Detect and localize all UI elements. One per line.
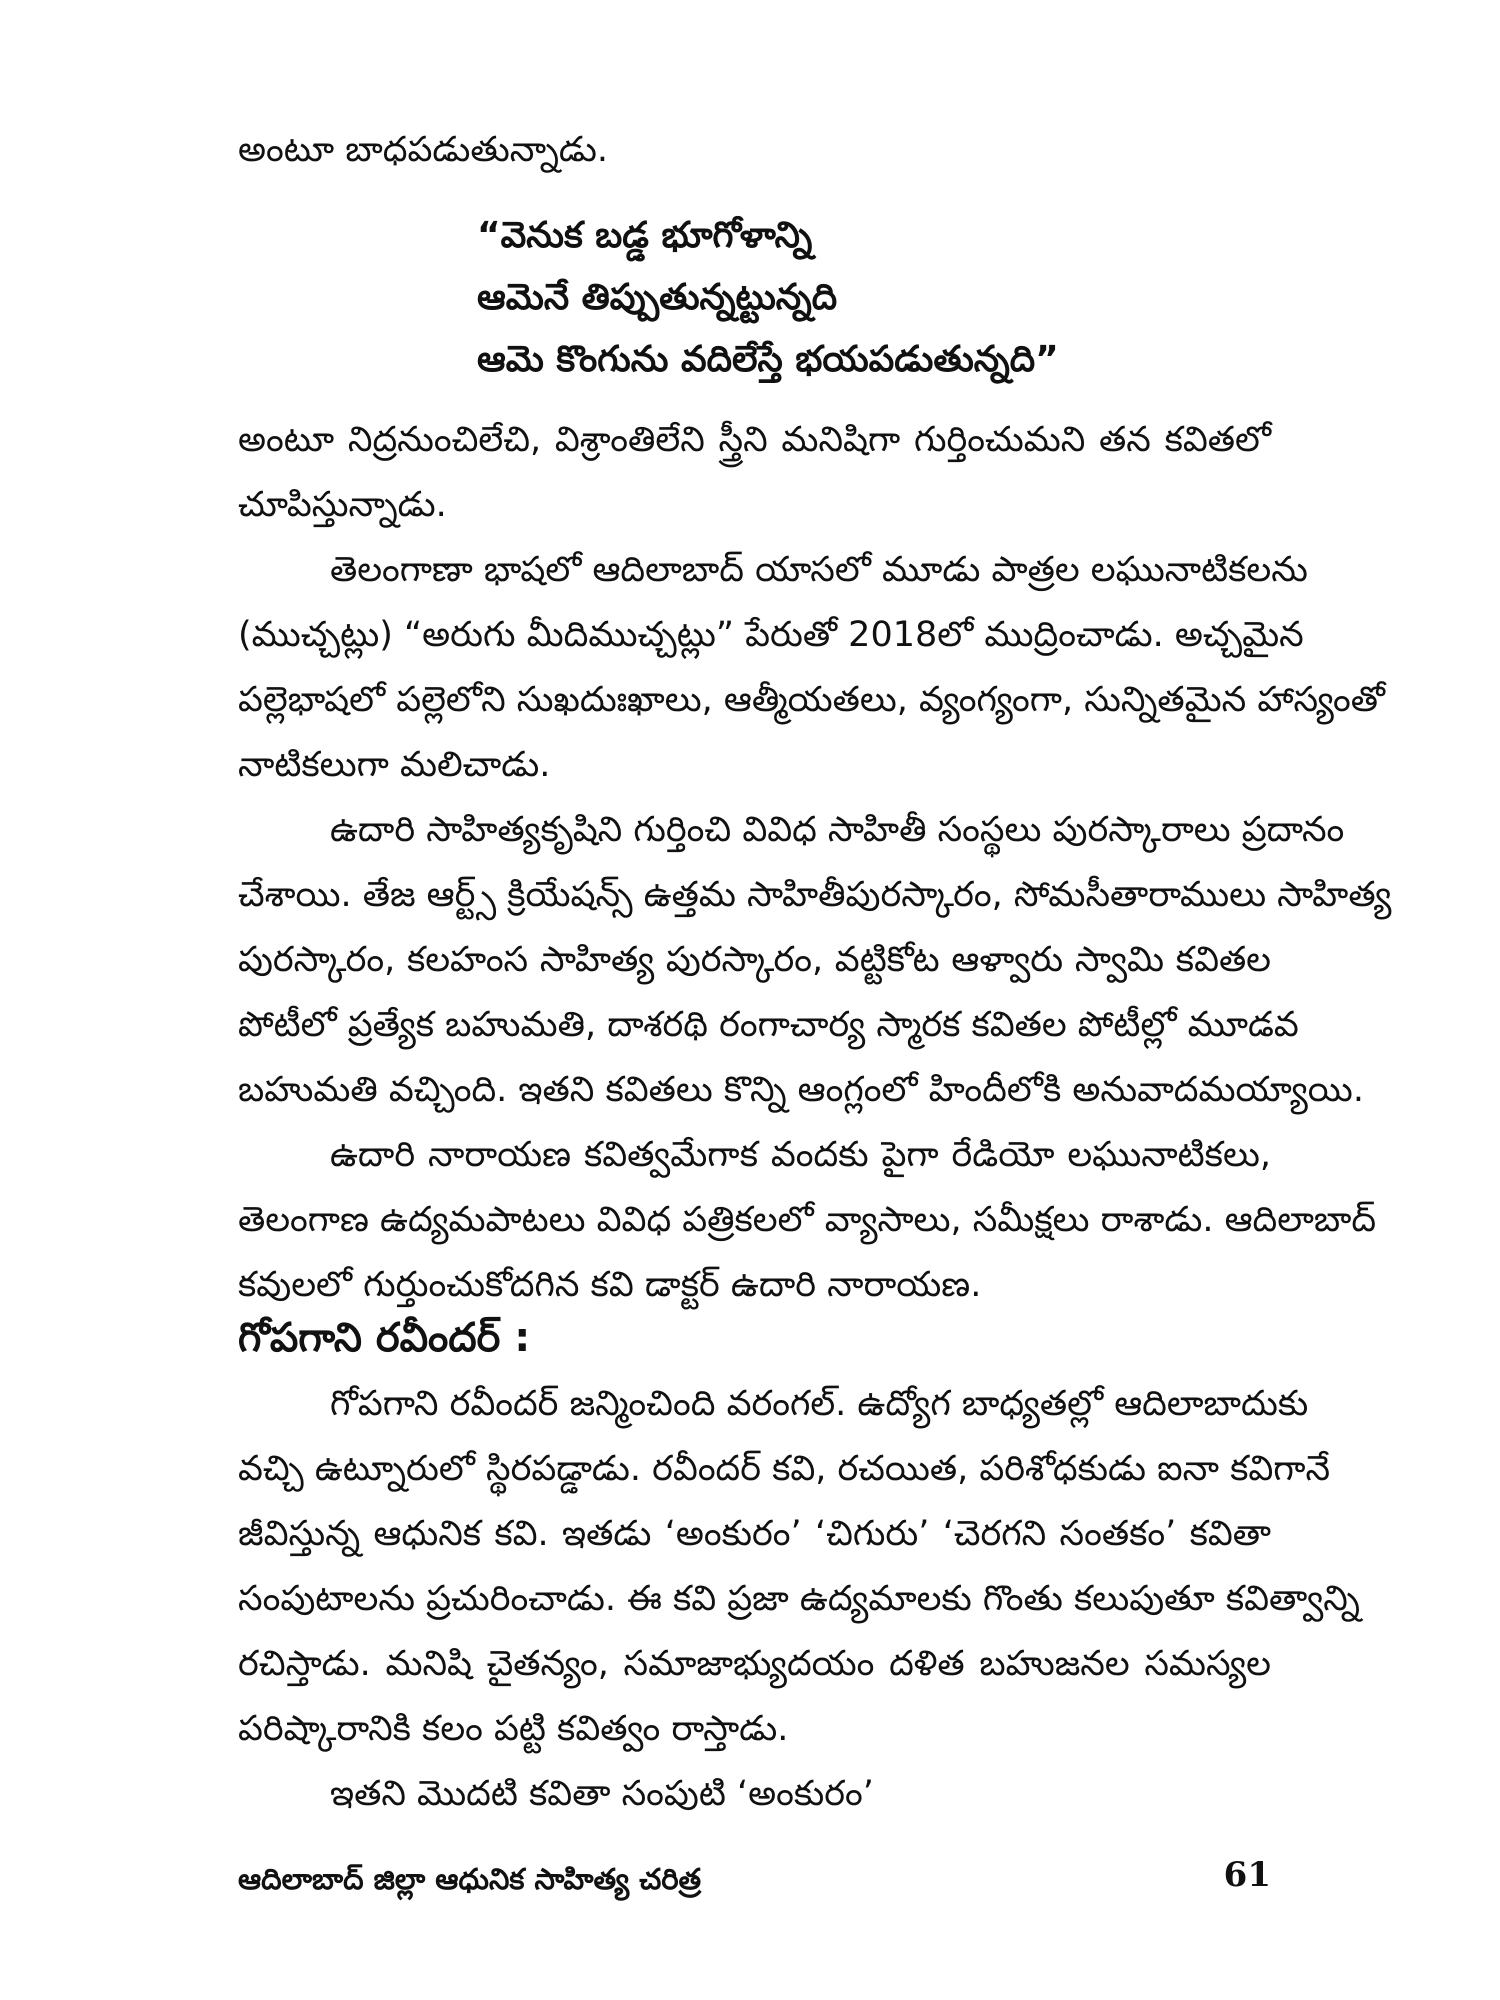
section-heading: గోపగాని రవీందర్ : [238, 1315, 531, 1361]
paragraph-line: అంటూ నిద్రనుంచిలేచి, విశ్రాంతిలేని స్త్రీని మనిషిగా గుర్తించుమని తన కవితలో [238, 420, 1271, 460]
paragraph-line: పోటీలో ప్రత్యేక బహుమతి, దాశరథి రంగాచార్య స్మారక కవితల పోటీల్లో మూడవ [238, 1005, 1299, 1045]
paragraph-line: చూపిస్తున్నాడు. [238, 485, 447, 525]
paragraph-line: పురస్కారం, కలహంస సాహిత్య పురస్కారం, వట్టికోట ఆళ్వారు స్వామి కవితల [238, 940, 1271, 980]
paragraph-line: బహుమతి వచ్చింది. ఇతని కవితలు కొన్ని ఆంగ్లంలో హిందీలోకి అనువాదమయ్యాయి. [238, 1070, 1364, 1110]
paragraph-line: తెలంగాణా భాషలో ఆదిలాబాద్ యాసలో మూడు పాత్రల లఘునాటికలను [330, 550, 1308, 590]
paragraph-line: నాటికలుగా మలిచాడు. [238, 745, 551, 785]
paragraph-line: ఇతని మొదటి కవితా సంపుటి ‘అంకురం’ [330, 1774, 874, 1814]
paragraph-line: వచ్చి ఉట్నూరులో స్థిరపడ్డాడు. రవీందర్ కవి, రచయిత, పరిశోధకుడు ఐనా కవిగానే [238, 1449, 1331, 1489]
paragraph-line: ఉదారి సాహిత్యకృషిని గుర్తించి వివిధ సాహితీ సంస్థలు పురస్కారాలు ప్రదానం [330, 810, 1345, 850]
poem-line: ఆమె కొంగును వదిలేస్తే భయపడుతున్నది” [477, 339, 1059, 380]
paragraph-line: గోపగాని రవీందర్ జన్మించింది వరంగల్. ఉద్యోగ బాధ్యతల్లో ఆదిలాబాదుకు [330, 1384, 1309, 1424]
paragraph-line: పరిష్కారానికి కలం పట్టి కవిత్వం రాస్తాడు. [238, 1709, 789, 1749]
paragraph-line: కవులలో గుర్తుంచుకోదగిన కవి డాక్టర్ ఉదారి నారాయణ. [238, 1265, 982, 1305]
paragraph-line: పల్లెభాషలో పల్లెలోని సుఖదుఃఖాలు, ఆత్మీయతలు, వ్యంగ్యంగా, సున్నితమైన హాస్యంతో [238, 680, 1385, 720]
paragraph-line: (ముచ్చట్లు) “అరుగు మీదిముచ్చట్లు” పేరుతో 2018లో ముద్రించాడు. అచ్చమైన [238, 615, 1304, 655]
poem-line: “వెనుక బడ్డ భూగోళాన్ని [477, 215, 813, 256]
poem-line: ఆమెనే తిప్పుతున్నట్టున్నది [477, 277, 838, 318]
paragraph-line: జీవిస్తున్న ఆధునిక కవి. ఇతడు ‘అంకురం’ ‘చిగురు’ ‘చెరగని సంతకం’ కవితా [238, 1514, 1271, 1554]
paragraph-line: రచిస్తాడు. మనిషి చైతన్యం, సమాజాభ్యుదయం దళిత బహుజనల సమస్యల [238, 1644, 1271, 1684]
intro-line: అంటూ బాధపడుతున్నాడు. [238, 130, 609, 170]
page-number: 61 [1223, 1855, 1271, 1895]
paragraph-line: ఉదారి నారాయణ కవిత్వమేగాక వందకు పైగా రేడియో లఘునాటికలు, [330, 1135, 1271, 1175]
paragraph-line: సంపుటాలను ప్రచురించాడు. ఈ కవి ప్రజా ఉద్యమాలకు గొంతు కలుపుతూ కవిత్వాన్ని [238, 1579, 1360, 1619]
paragraph-line: చేశాయి. తేజ ఆర్ట్స్ క్రియేషన్స్ ఉత్తమ సాహితీపురస్కారం, సోమసీతారాములు సాహిత్య [238, 875, 1392, 915]
paragraph-line: తెలంగాణ ఉద్యమపాటలు వివిధ పత్రికలలో వ్యాసాలు, సమీక్షలు రాశాడు. ఆదిలాబాద్ [238, 1200, 1377, 1240]
footer-book-title: ఆదిలాబాద్ జిల్లా ఆధునిక సాహిత్య చరిత్ర [238, 1862, 702, 1896]
